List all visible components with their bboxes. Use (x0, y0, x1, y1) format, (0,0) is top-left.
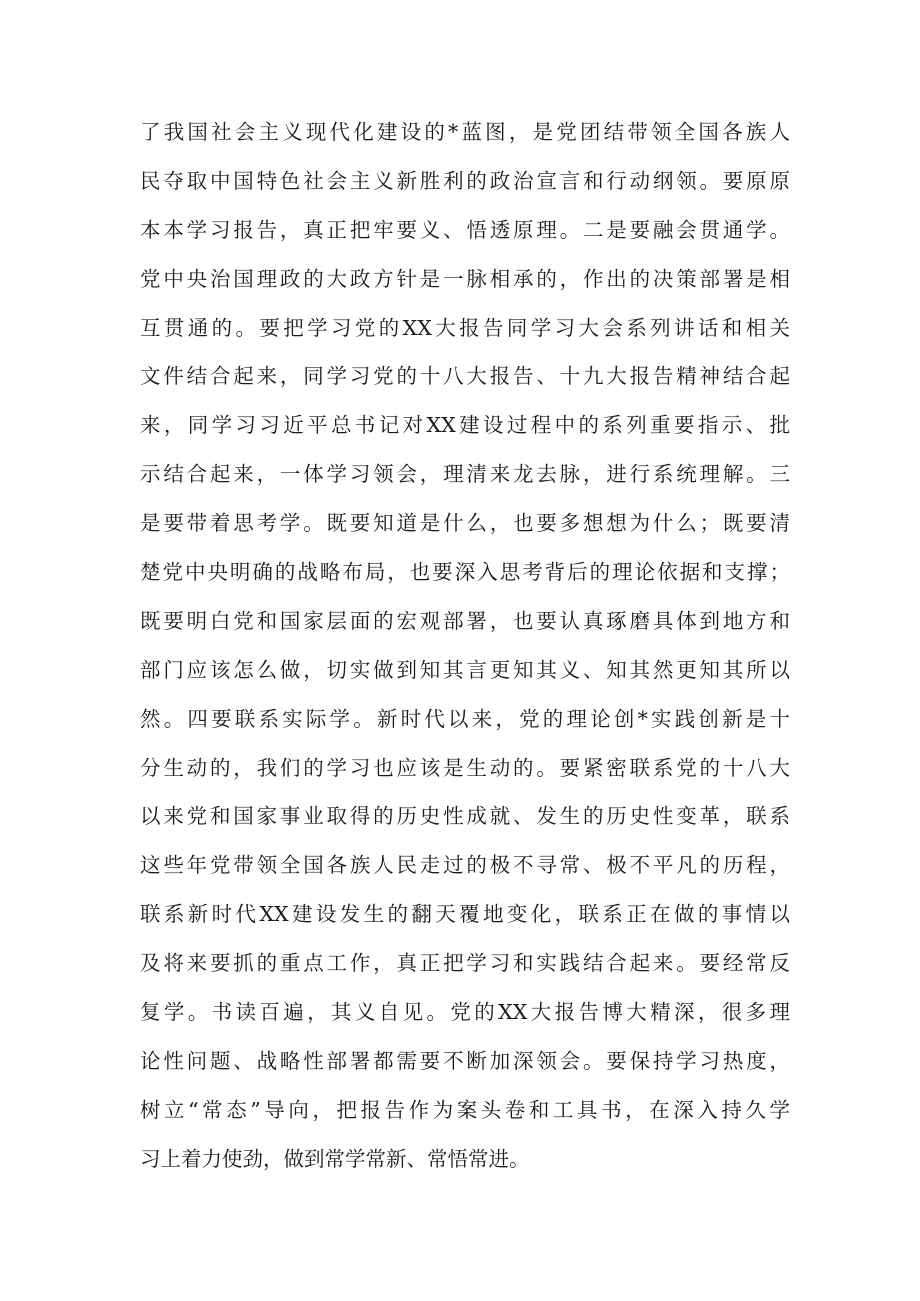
text-line-20: 论性问题、战略性部署都需要不断加深领会。要保持学习热度， (140, 1048, 790, 1073)
text-line-4: 党中央治国理政的大政方针是一脉相承的，作出的决策部署是相 (140, 266, 790, 291)
text-line-6: 文件结合起来，同学习党的十八大报告、十九大报告精神结合起 (140, 364, 790, 389)
text-line-17: 联系新时代XX建设发生的翻天覆地变化，联系正在做的事情以 (140, 902, 790, 927)
text-line-3: 本本学习报告，真正把牢要义、悟透原理。二是要融会贯通学。 (140, 217, 790, 242)
text-line-1: 了我国社会主义现代化建设的*蓝图，是党团结带领全国各族人 (140, 120, 790, 144)
text-line-15: 以来党和国家事业取得的历史性成就、发生的历史性变革，联系 (140, 804, 790, 829)
text-line-9: 是要带着思考学。既要知道是什么，也要多想想为什么；既要清 (140, 511, 790, 536)
text-line-8: 示结合起来，一体学习领会，理清来龙去脉，进行系统理解。三 (140, 462, 790, 487)
text-line-16: 这些年党带领全国各族人民走过的极不寻常、极不平凡的历程， (140, 853, 790, 878)
text-line-2: 民夺取中国特色社会主义新胜利的政治宣言和行动纲领。要原原 (140, 168, 790, 193)
body-paragraph (140, 108, 790, 1184)
text-line-7: 来，同学习习近平总书记对XX建设过程中的系列重要指示、批 (140, 413, 790, 438)
text-line-22: 习上着力使劲，做到常学常新、常悟常进。 (140, 1146, 530, 1171)
text-line-12: 部门应该怎么做，切实做到知其言更知其义、知其然更知其所以 (140, 657, 790, 682)
text-line-19: 复学。书读百遍，其义自见。党的XX大报告博大精深，很多理 (140, 1000, 790, 1025)
text-line-14: 分生动的，我们的学习也应该是生动的。要紧密联系党的十八大 (140, 755, 790, 780)
text-line-21: 树立“常态”导向，把报告作为案头卷和工具书，在深入持久学 (140, 1097, 790, 1122)
text-line-13: 然。四要联系实际学。新时代以来，党的理论创*实践创新是十 (140, 706, 790, 731)
text-line-10: 楚党中央明确的战略布局，也要深入思考背后的理论依据和支撑； (140, 560, 790, 585)
text-line-5: 互贯通的。要把学习党的XX大报告同学习大会系列讲话和相关 (140, 315, 790, 340)
text-line-11: 既要明白党和国家层面的宏观部署，也要认真琢磨具体到地方和 (140, 608, 790, 633)
text-line-18: 及将来要抓的重点工作，真正把学习和实践结合起来。要经常反 (140, 951, 790, 976)
